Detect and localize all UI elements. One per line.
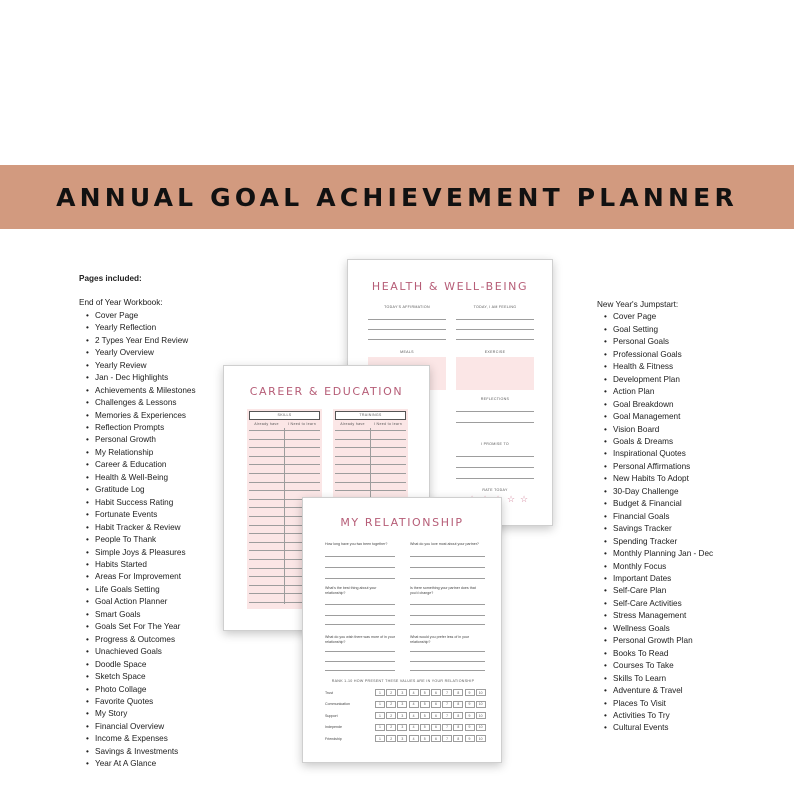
rating-box: 1 — [375, 712, 385, 719]
rating-box: 6 — [431, 724, 441, 731]
rating-box: 1 — [375, 724, 385, 731]
skills-label: SKILLS — [277, 413, 292, 417]
jumpstart-item: • Health & Fitness — [597, 361, 777, 373]
jumpstart-item: • Goal Setting — [597, 324, 777, 336]
rating-box: 2 — [386, 712, 396, 719]
jumpstart-item: • Courses To Take — [597, 660, 777, 672]
jumpstart-item: • Budget & Financial — [597, 498, 777, 510]
end-of-year-item: • Income & Expenses — [79, 733, 239, 745]
exercise-label: EXERCISE — [484, 350, 506, 354]
end-of-year-item: • Health & Well-Being — [79, 472, 239, 484]
end-of-year-item: • Savings & Investments — [79, 746, 239, 758]
question-text: What would you prefer less of in your relationship? — [410, 635, 470, 644]
rating-box: 3 — [397, 724, 407, 731]
rating-box: 7 — [442, 701, 452, 708]
reflections-label: REFLECTIONS — [480, 397, 510, 401]
jumpstart-item: • Personal Goals — [597, 336, 777, 348]
rating-box: 6 — [431, 701, 441, 708]
rating-box: 5 — [420, 689, 430, 696]
end-of-year-item: • Cover Page — [79, 310, 239, 322]
rating-box: 8 — [453, 712, 463, 719]
end-of-year-item: • My Story — [79, 708, 239, 720]
star-icon: ☆ — [507, 494, 516, 504]
rating-box: 7 — [442, 689, 452, 696]
need-to-learn-label: I Need to learn — [287, 422, 317, 426]
rating-box: 5 — [420, 701, 430, 708]
rating-box: 7 — [442, 712, 452, 719]
end-of-year-item: • Simple Joys & Pleasures — [79, 547, 239, 559]
jumpstart-item: • Adventure & Travel — [597, 685, 777, 697]
end-of-year-item: • Reflection Prompts — [79, 422, 239, 434]
jumpstart-item: • Wellness Goals — [597, 623, 777, 635]
promise-label: I PROMISE TO — [480, 442, 510, 446]
question-text: What do you wish there was more of in your relationship? — [325, 635, 395, 644]
end-of-year-item: • Yearly Overview — [79, 347, 239, 359]
jumpstart-item: • Spending Tracker — [597, 536, 777, 548]
end-of-year-list — [79, 310, 239, 771]
rating-box: 5 — [420, 735, 430, 742]
end-of-year-item: • Unachieved Goals — [79, 646, 239, 658]
affirmation-label: TODAY'S AFFIRMATION — [384, 305, 430, 309]
rating-box: 10 — [476, 724, 486, 731]
end-of-year-item: • Habit Success Rating — [79, 497, 239, 509]
end-of-year-item: • Progress & Outcomes — [79, 634, 239, 646]
rating-box: 4 — [409, 689, 419, 696]
end-of-year-item: • My Relationship — [79, 447, 239, 459]
trainings-label: TRAININGS — [359, 413, 382, 417]
jumpstart-item: • Development Plan — [597, 374, 777, 386]
end-of-year-item: • Jan - Dec Highlights — [79, 372, 239, 384]
rating-box: 3 — [397, 701, 407, 708]
value-label: Independe — [325, 725, 342, 729]
rating-box: 8 — [453, 724, 463, 731]
end-of-year-item: • Favorite Quotes — [79, 696, 239, 708]
rating-box: 5 — [420, 712, 430, 719]
rating-box: 2 — [386, 701, 396, 708]
rate-today-label: RATE TODAY — [482, 488, 508, 492]
rating-box: 8 — [453, 689, 463, 696]
end-of-year-item: • Yearly Reflection — [79, 322, 239, 334]
end-of-year-item: • Goal Action Planner — [79, 596, 239, 608]
career-page-title: CAREER & EDUCATION — [249, 385, 404, 398]
jumpstart-list — [597, 311, 777, 734]
jumpstart-item: • Skills To Learn — [597, 673, 777, 685]
jumpstart-item: • Vision Board — [597, 424, 777, 436]
jumpstart-item: • Goal Management — [597, 411, 777, 423]
rank-row — [325, 734, 487, 743]
relationship-page-title: MY RELATIONSHIP — [340, 516, 464, 529]
rating-box: 6 — [431, 735, 441, 742]
rating-box: 2 — [386, 689, 396, 696]
end-of-year-item: • Challenges & Lessons — [79, 397, 239, 409]
jumpstart-item: • Monthly Planning Jan - Dec — [597, 548, 777, 560]
rating-box: 6 — [431, 712, 441, 719]
feeling-label: TODAY, I AM FEELING — [473, 305, 517, 309]
end-of-year-item: • Sketch Space — [79, 671, 239, 683]
value-label: Support — [325, 713, 338, 718]
rank-row — [325, 688, 487, 697]
rank-row — [325, 723, 487, 732]
rating-box: 1 — [375, 701, 385, 708]
rating-box: 8 — [453, 701, 463, 708]
rating-box: 3 — [397, 735, 407, 742]
end-of-year-item: • Achievements & Milestones — [79, 385, 239, 397]
question-text: What's the best thing about your relationship? — [325, 586, 377, 595]
jumpstart-item: • Personal Growth Plan — [597, 635, 777, 647]
jumpstart-item: • Goals & Dreams — [597, 436, 777, 448]
question-text: Is there something your partner does that you'd change? — [410, 586, 476, 595]
rating-box: 9 — [465, 735, 475, 742]
rating-box: 10 — [476, 712, 486, 719]
end-of-year-item: • Smart Goals — [79, 609, 239, 621]
jumpstart-item: • Activities To Try — [597, 710, 777, 722]
jumpstart-item: • Professional Goals — [597, 349, 777, 361]
end-of-year-item: • Habits Started — [79, 559, 239, 571]
jumpstart-item: • Goal Breakdown — [597, 399, 777, 411]
jumpstart-item: • Savings Tracker — [597, 523, 777, 535]
jumpstart-item: • Stress Management — [597, 610, 777, 622]
jumpstart-item: • Self-Care Plan — [597, 585, 777, 597]
value-label: Trust — [325, 690, 334, 695]
end-of-year-item: • Life Goals Setting — [79, 584, 239, 596]
already-have-label: Already have — [340, 422, 365, 426]
rating-box: 5 — [420, 724, 430, 731]
rank-row — [325, 700, 487, 709]
question-text: What do you love most about your partner? — [410, 542, 479, 546]
end-of-year-item: • Personal Growth — [79, 434, 239, 446]
left-column — [79, 273, 239, 771]
jumpstart-item: • Books To Read — [597, 648, 777, 660]
rating-box: 10 — [476, 701, 486, 708]
end-of-year-item: • Goals Set For The Year — [79, 621, 239, 633]
end-of-year-item: • Photo Collage — [79, 684, 239, 696]
end-of-year-item: • People To Thank — [79, 534, 239, 546]
page-title: ANNUAL GOAL ACHIEVEMENT PLANNER — [56, 182, 738, 212]
jumpstart-item: • Self-Care Activities — [597, 598, 777, 610]
already-have-label: Already have — [254, 422, 279, 426]
end-of-year-item: • Memories & Experiences — [79, 410, 239, 422]
title-banner — [0, 165, 794, 229]
rating-box: 3 — [397, 712, 407, 719]
jumpstart-item: • Cultural Events — [597, 722, 777, 734]
jumpstart-item: • Cover Page — [597, 311, 777, 323]
rating-box: 10 — [476, 735, 486, 742]
relationship-page-preview — [302, 497, 502, 763]
meals-label: MEALS — [400, 350, 414, 354]
rank-row — [325, 711, 487, 720]
jumpstart-item: • Monthly Focus — [597, 561, 777, 573]
jumpstart-item: • Financial Goals — [597, 511, 777, 523]
jumpstart-heading: New Year's Jumpstart: — [597, 300, 679, 309]
value-label: Communication — [325, 702, 350, 706]
rating-box: 4 — [409, 712, 419, 719]
end-of-year-item: • Career & Education — [79, 459, 239, 471]
pages-included-heading: Pages included: — [79, 274, 142, 283]
rating-box: 2 — [386, 724, 396, 731]
jumpstart-item: • 30-Day Challenge — [597, 486, 777, 498]
rating-box: 3 — [397, 689, 407, 696]
rating-box: 9 — [465, 701, 475, 708]
end-of-year-item: • Financial Overview — [79, 721, 239, 733]
jumpstart-item: • Action Plan — [597, 386, 777, 398]
jumpstart-item: • Inspirational Quotes — [597, 448, 777, 460]
end-of-year-item: • Fortunate Events — [79, 509, 239, 521]
end-of-year-heading: End of Year Workbook: — [79, 298, 163, 308]
rating-box: 1 — [375, 689, 385, 696]
rating-box: 4 — [409, 724, 419, 731]
end-of-year-item: • Gratitude Log — [79, 484, 239, 496]
jumpstart-item: • Personal Affirmations — [597, 461, 777, 473]
need-to-learn-label: I Need to learn — [373, 422, 403, 426]
end-of-year-item: • 2 Types Year End Review — [79, 335, 239, 347]
rating-box: 1 — [375, 735, 385, 742]
rating-box: 6 — [431, 689, 441, 696]
health-page-title: HEALTH & WELL-BEING — [371, 280, 529, 293]
question-text: How long have you two been together? — [325, 542, 388, 546]
rating-box: 9 — [465, 689, 475, 696]
end-of-year-item: • Doodle Space — [79, 659, 239, 671]
end-of-year-item: • Yearly Review — [79, 360, 239, 372]
jumpstart-item: • New Habits To Adopt — [597, 473, 777, 485]
rating-box: 9 — [465, 712, 475, 719]
rating-box: 7 — [442, 724, 452, 731]
rating-box: 2 — [386, 735, 396, 742]
right-column — [597, 299, 777, 735]
rating-box: 4 — [409, 701, 419, 708]
end-of-year-item: • Year At A Glance — [79, 758, 239, 770]
rating-box: 8 — [453, 735, 463, 742]
value-label: Friendship — [325, 736, 342, 741]
star-icon: ☆ — [520, 494, 529, 504]
jumpstart-item: • Places To Visit — [597, 698, 777, 710]
rating-box: 4 — [409, 735, 419, 742]
rating-box: 10 — [476, 689, 486, 696]
jumpstart-item: • Important Dates — [597, 573, 777, 585]
rating-box: 7 — [442, 735, 452, 742]
end-of-year-item: • Areas For Improvement — [79, 571, 239, 583]
rank-title: RANK 1-10 HOW PRESENT THESE VALUES ARE IN YOUR RELATIONSHIP — [331, 679, 475, 683]
rating-box: 9 — [465, 724, 475, 731]
end-of-year-item: • Habit Tracker & Review — [79, 522, 239, 534]
